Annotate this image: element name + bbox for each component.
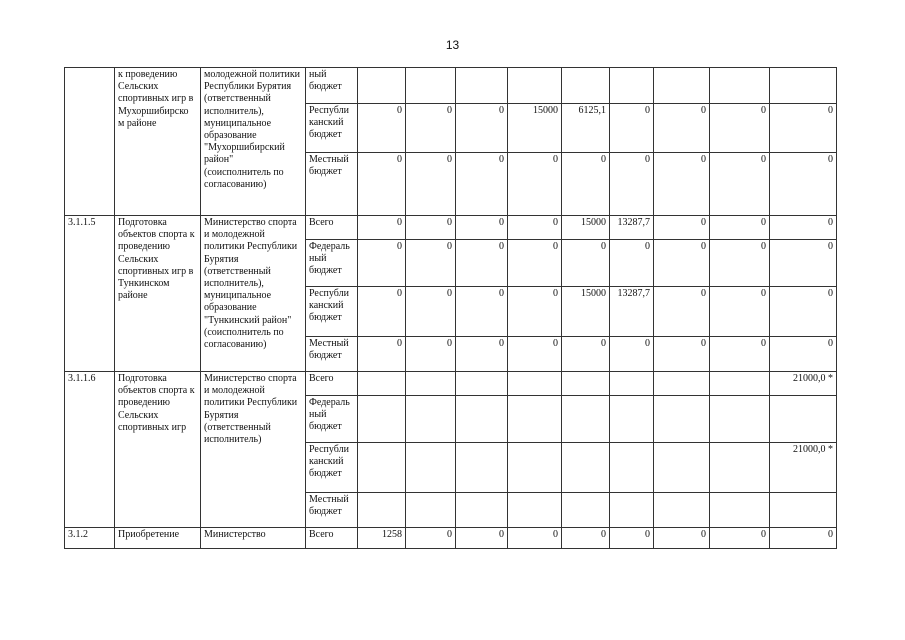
value-cell: 0 bbox=[406, 287, 456, 337]
value-cell bbox=[456, 493, 508, 528]
funding-source: Республи канский бюджет bbox=[306, 443, 358, 493]
value-cell: 0 bbox=[562, 528, 610, 549]
value-cell bbox=[358, 443, 406, 493]
row-code: 3.1.2 bbox=[65, 528, 115, 549]
value-cell: 13287,7 bbox=[610, 216, 654, 240]
value-cell bbox=[710, 68, 770, 104]
row-event: Подготовка объектов спорта к проведению Сельских спортивных игр в Тункинском районе bbox=[115, 216, 201, 372]
value-cell: 0 bbox=[508, 240, 562, 287]
value-cell: 0 bbox=[710, 153, 770, 216]
table-row bbox=[65, 68, 837, 104]
value-cell bbox=[406, 372, 456, 396]
funding-source: Местный бюджет bbox=[306, 493, 358, 528]
value-cell: 21000,0 * bbox=[770, 443, 837, 493]
value-cell: 0 bbox=[770, 337, 837, 372]
value-cell: 0 bbox=[710, 528, 770, 549]
value-cell: 0 bbox=[456, 104, 508, 153]
value-cell bbox=[710, 493, 770, 528]
value-cell bbox=[710, 396, 770, 443]
value-cell: 0 bbox=[508, 153, 562, 216]
row-executor: Министерство спорта и молодежной политики Республики Бурятия (ответственный исполнитель) bbox=[201, 372, 306, 528]
value-cell bbox=[610, 372, 654, 396]
value-cell: 0 bbox=[406, 153, 456, 216]
value-cell: 0 bbox=[610, 104, 654, 153]
value-cell: 0 bbox=[406, 240, 456, 287]
value-cell: 0 bbox=[358, 240, 406, 287]
value-cell: 0 bbox=[654, 528, 710, 549]
value-cell bbox=[508, 396, 562, 443]
row-executor: Министерство спорта и молодежной политики Республики Бурятия (ответственный исполнитель), муниципальное образование "Тункинский район" (соисполнитель по согласованию) bbox=[201, 216, 306, 372]
funding-source: Местный бюджет bbox=[306, 337, 358, 372]
value-cell: 15000 bbox=[562, 287, 610, 337]
value-cell bbox=[710, 372, 770, 396]
value-cell: 13287,7 bbox=[610, 287, 654, 337]
value-cell bbox=[562, 372, 610, 396]
value-cell: 0 bbox=[710, 337, 770, 372]
value-cell: 0 bbox=[610, 337, 654, 372]
value-cell bbox=[770, 493, 837, 528]
table-row bbox=[65, 372, 837, 396]
value-cell bbox=[358, 396, 406, 443]
funding-source: Всего bbox=[306, 216, 358, 240]
value-cell: 0 bbox=[456, 528, 508, 549]
value-cell: 0 bbox=[654, 153, 710, 216]
value-cell: 0 bbox=[770, 240, 837, 287]
value-cell bbox=[456, 443, 508, 493]
value-cell: 0 bbox=[654, 216, 710, 240]
value-cell bbox=[610, 396, 654, 443]
funding-source: ный бюджет bbox=[306, 68, 358, 104]
budget-table bbox=[64, 67, 837, 549]
value-cell: 0 bbox=[456, 287, 508, 337]
value-cell: 0 bbox=[610, 153, 654, 216]
value-cell bbox=[562, 396, 610, 443]
value-cell bbox=[406, 443, 456, 493]
funding-source: Федераль ный бюджет bbox=[306, 396, 358, 443]
table-row bbox=[65, 528, 837, 549]
value-cell bbox=[654, 493, 710, 528]
value-cell bbox=[654, 372, 710, 396]
row-code: 3.1.1.5 bbox=[65, 216, 115, 372]
value-cell bbox=[508, 493, 562, 528]
value-cell bbox=[610, 493, 654, 528]
value-cell: 0 bbox=[508, 216, 562, 240]
value-cell bbox=[456, 68, 508, 104]
value-cell: 0 bbox=[508, 337, 562, 372]
value-cell: 1258 bbox=[358, 528, 406, 549]
value-cell bbox=[654, 68, 710, 104]
value-cell: 0 bbox=[654, 240, 710, 287]
value-cell: 0 bbox=[406, 337, 456, 372]
value-cell: 0 bbox=[654, 337, 710, 372]
value-cell bbox=[654, 443, 710, 493]
value-cell bbox=[508, 372, 562, 396]
page-number: 13 bbox=[445, 38, 460, 52]
value-cell: 0 bbox=[358, 216, 406, 240]
value-cell bbox=[358, 493, 406, 528]
value-cell: 0 bbox=[406, 104, 456, 153]
funding-source: Всего bbox=[306, 372, 358, 396]
row-executor: Министерство bbox=[201, 528, 306, 549]
value-cell bbox=[406, 493, 456, 528]
value-cell bbox=[406, 396, 456, 443]
row-executor: молодежной политики Республики Бурятия (ответственный исполнитель), муниципальное образование "Мухоршибирский район" (соисполнитель по согласованию) bbox=[201, 68, 306, 216]
funding-source: Местный бюджет bbox=[306, 153, 358, 216]
value-cell: 0 bbox=[610, 528, 654, 549]
value-cell: 0 bbox=[654, 104, 710, 153]
value-cell: 0 bbox=[406, 528, 456, 549]
funding-source: Федераль ный бюджет bbox=[306, 240, 358, 287]
value-cell: 0 bbox=[508, 528, 562, 549]
value-cell: 0 bbox=[358, 287, 406, 337]
value-cell: 0 bbox=[358, 153, 406, 216]
value-cell: 0 bbox=[770, 153, 837, 216]
value-cell bbox=[456, 396, 508, 443]
row-event: Приобретение bbox=[115, 528, 201, 549]
value-cell bbox=[610, 443, 654, 493]
value-cell bbox=[456, 372, 508, 396]
value-cell bbox=[610, 68, 654, 104]
value-cell: 0 bbox=[358, 104, 406, 153]
value-cell: 0 bbox=[358, 337, 406, 372]
row-code bbox=[65, 68, 115, 216]
value-cell bbox=[358, 372, 406, 396]
row-event: к проведению Сельских спортивных игр в Мухоршибирско м районе bbox=[115, 68, 201, 216]
value-cell bbox=[562, 493, 610, 528]
value-cell: 0 bbox=[770, 287, 837, 337]
value-cell: 0 bbox=[770, 528, 837, 549]
value-cell: 0 bbox=[456, 216, 508, 240]
value-cell: 0 bbox=[770, 104, 837, 153]
value-cell: 0 bbox=[456, 153, 508, 216]
funding-source: Всего bbox=[306, 528, 358, 549]
value-cell: 21000,0 * bbox=[770, 372, 837, 396]
value-cell: 0 bbox=[456, 337, 508, 372]
value-cell: 0 bbox=[406, 216, 456, 240]
value-cell bbox=[562, 443, 610, 493]
value-cell: 0 bbox=[654, 287, 710, 337]
value-cell: 15000 bbox=[562, 216, 610, 240]
value-cell: 0 bbox=[770, 216, 837, 240]
value-cell: 0 bbox=[710, 287, 770, 337]
value-cell bbox=[710, 443, 770, 493]
value-cell: 0 bbox=[562, 337, 610, 372]
value-cell: 0 bbox=[562, 153, 610, 216]
value-cell bbox=[770, 68, 837, 104]
value-cell: 0 bbox=[456, 240, 508, 287]
value-cell bbox=[508, 443, 562, 493]
value-cell bbox=[770, 396, 837, 443]
row-event: Подготовка объектов спорта к проведению Сельских спортивных игр bbox=[115, 372, 201, 528]
value-cell: 0 bbox=[710, 240, 770, 287]
value-cell bbox=[358, 68, 406, 104]
value-cell bbox=[508, 68, 562, 104]
value-cell: 0 bbox=[508, 287, 562, 337]
funding-source: Республи канский бюджет bbox=[306, 287, 358, 337]
budget-table-body bbox=[65, 68, 837, 549]
value-cell: 0 bbox=[610, 240, 654, 287]
value-cell bbox=[562, 68, 610, 104]
value-cell bbox=[654, 396, 710, 443]
value-cell: 0 bbox=[710, 216, 770, 240]
value-cell: 0 bbox=[562, 240, 610, 287]
funding-source: Республи канский бюджет bbox=[306, 104, 358, 153]
value-cell bbox=[406, 68, 456, 104]
value-cell: 0 bbox=[710, 104, 770, 153]
value-cell: 6125,1 bbox=[562, 104, 610, 153]
value-cell: 15000 bbox=[508, 104, 562, 153]
table-row bbox=[65, 216, 837, 240]
row-code: 3.1.1.6 bbox=[65, 372, 115, 528]
